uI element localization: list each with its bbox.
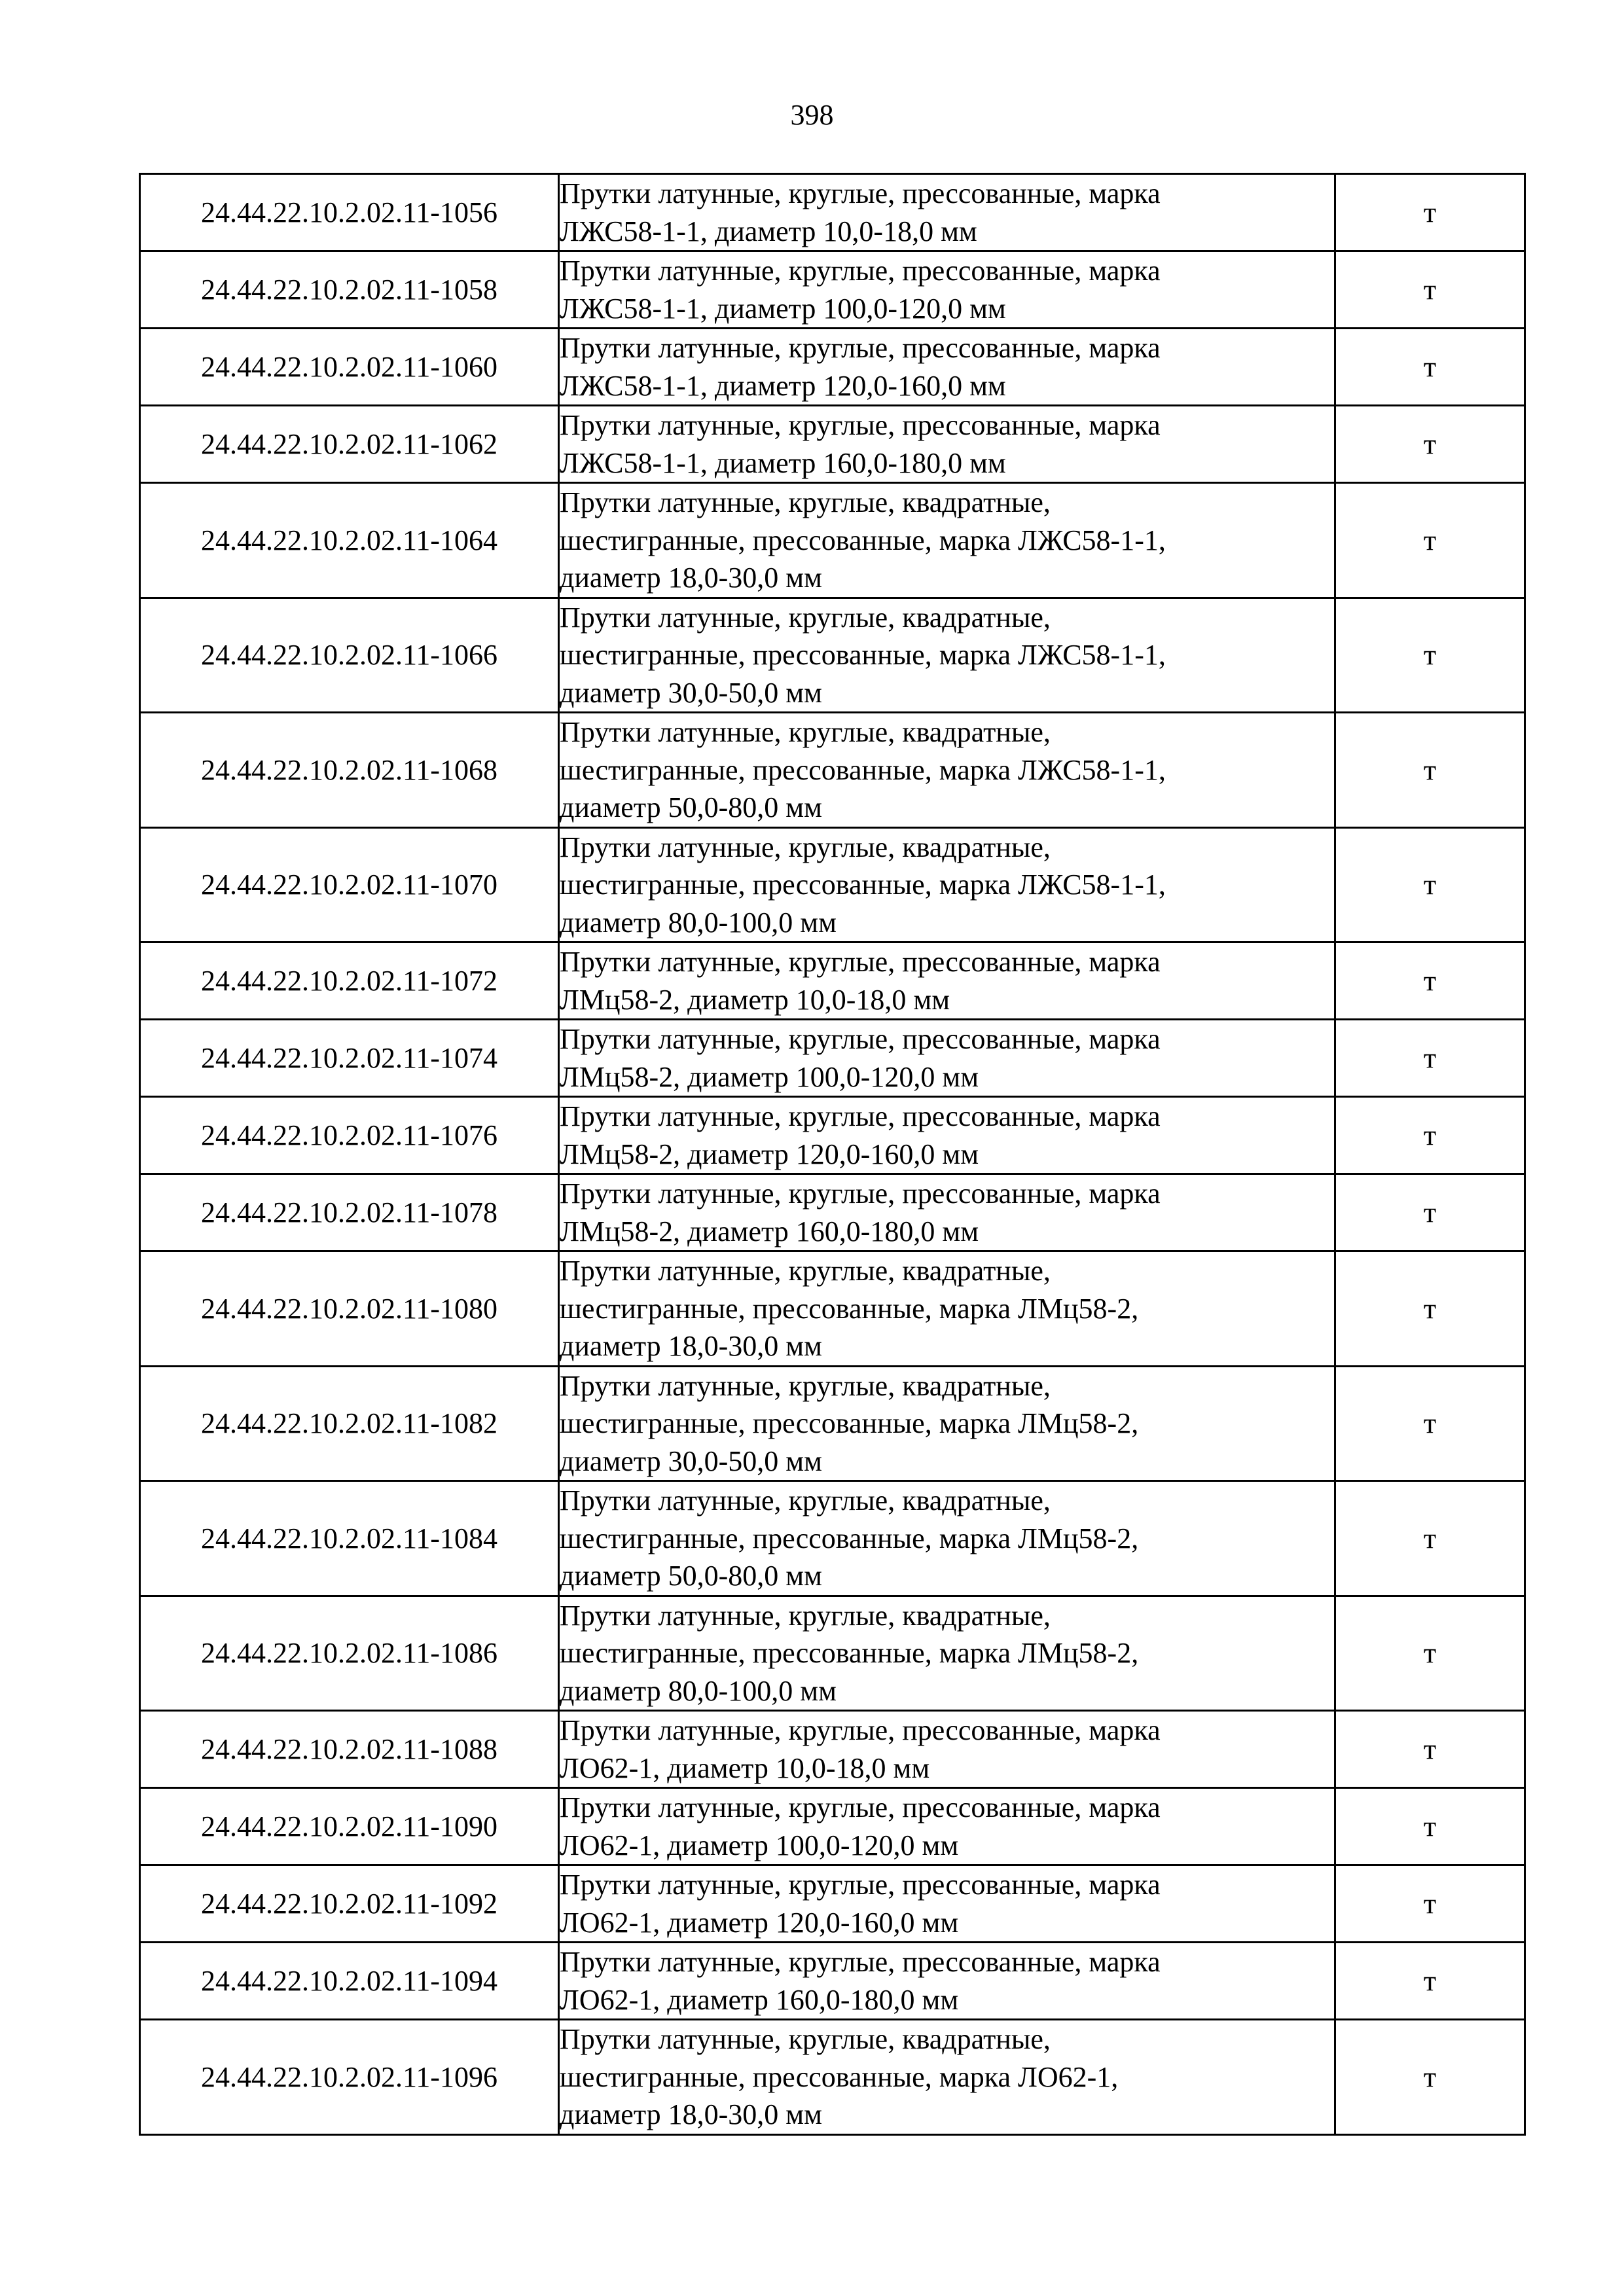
description-line: диаметр 80,0-100,0 мм: [560, 906, 837, 939]
description-cell: [559, 1020, 1335, 1097]
description-line: ЛМц58-2, диаметр 120,0-160,0 мм: [560, 1138, 979, 1170]
description-line: диаметр 50,0-80,0 мм: [560, 1560, 822, 1592]
description-line: Прутки латунные, круглые, прессованные, марка: [560, 409, 1161, 441]
table-row: [140, 1366, 1525, 1481]
unit-cell: т: [1335, 174, 1525, 251]
description-cell: [559, 329, 1335, 406]
description-line: Прутки латунные, круглые, квадратные,: [560, 2023, 1051, 2055]
unit-cell: т: [1335, 2020, 1525, 2135]
unit-cell: т: [1335, 713, 1525, 828]
description-line: диаметр 30,0-50,0 мм: [560, 676, 822, 709]
resource-code-cell: 24.44.22.10.2.02.11-1062: [140, 406, 559, 483]
description-cell: [559, 483, 1335, 598]
unit-cell: т: [1335, 1596, 1525, 1711]
description-cell: [559, 1174, 1335, 1251]
description-line: Прутки латунные, круглые, квадратные,: [560, 1484, 1051, 1516]
table-row: [140, 713, 1525, 828]
resource-code-cell: 24.44.22.10.2.02.11-1070: [140, 827, 559, 942]
description-line: ЛО62-1, диаметр 160,0-180,0 мм: [560, 1983, 959, 2016]
resource-code-cell: 24.44.22.10.2.02.11-1092: [140, 1865, 559, 1943]
description-line: шестигранные, прессованные, марка ЛМц58-2,: [560, 1407, 1139, 1439]
table-row: [140, 1481, 1525, 1596]
unit-cell: т: [1335, 1788, 1525, 1865]
table-row: [140, 1020, 1525, 1097]
description-line: шестигранные, прессованные, марка ЛЖС58-1-1,: [560, 639, 1166, 671]
description-line: ЛЖС58-1-1, диаметр 160,0-180,0 мм: [560, 446, 1006, 479]
description-line: диаметр 80,0-100,0 мм: [560, 1674, 837, 1707]
table-row: [140, 483, 1525, 598]
description-line: ЛО62-1, диаметр 100,0-120,0 мм: [560, 1829, 959, 1861]
unit-cell: т: [1335, 406, 1525, 483]
description-line: шестигранные, прессованные, марка ЛМц58-2,: [560, 1637, 1139, 1669]
resource-code-cell: 24.44.22.10.2.02.11-1084: [140, 1481, 559, 1596]
table-row: [140, 942, 1525, 1020]
description-line: Прутки латунные, круглые, прессованные, марка: [560, 1791, 1161, 1823]
table-body: [140, 174, 1525, 2135]
description-line: Прутки латунные, круглые, прессованные, марка: [560, 946, 1161, 978]
description-cell: [559, 1865, 1335, 1943]
description-line: Прутки латунные, круглые, квадратные,: [560, 831, 1051, 863]
unit-cell: т: [1335, 329, 1525, 406]
unit-cell: т: [1335, 1943, 1525, 2020]
description-line: Прутки латунные, круглые, прессованные, марка: [560, 1100, 1161, 1132]
unit-cell: т: [1335, 1020, 1525, 1097]
resource-code-cell: 24.44.22.10.2.02.11-1060: [140, 329, 559, 406]
resource-code-cell: 24.44.22.10.2.02.11-1078: [140, 1174, 559, 1251]
description-cell: [559, 251, 1335, 329]
table-row: [140, 1097, 1525, 1174]
resource-code-cell: 24.44.22.10.2.02.11-1072: [140, 942, 559, 1020]
unit-cell: т: [1335, 1481, 1525, 1596]
unit-cell: т: [1335, 1366, 1525, 1481]
table-row: [140, 1943, 1525, 2020]
resource-code-cell: 24.44.22.10.2.02.11-1088: [140, 1711, 559, 1788]
resource-code-cell: 24.44.22.10.2.02.11-1058: [140, 251, 559, 329]
unit-cell: т: [1335, 942, 1525, 1020]
description-line: ЛМц58-2, диаметр 160,0-180,0 мм: [560, 1215, 979, 1247]
description-line: диаметр 30,0-50,0 мм: [560, 1444, 822, 1477]
description-line: ЛЖС58-1-1, диаметр 120,0-160,0 мм: [560, 369, 1006, 402]
table-row: [140, 1865, 1525, 1943]
description-cell: [559, 1366, 1335, 1481]
description-cell: [559, 827, 1335, 942]
description-line: шестигранные, прессованные, марка ЛМц58-2,: [560, 1522, 1139, 1554]
description-cell: [559, 713, 1335, 828]
description-line: ЛЖС58-1-1, диаметр 100,0-120,0 мм: [560, 292, 1006, 325]
description-line: шестигранные, прессованные, марка ЛМц58-2,: [560, 1292, 1139, 1325]
resource-code-cell: 24.44.22.10.2.02.11-1066: [140, 598, 559, 713]
description-cell: [559, 1943, 1335, 2020]
table-row: [140, 1711, 1525, 1788]
resource-code-cell: 24.44.22.10.2.02.11-1056: [140, 174, 559, 251]
description-line: Прутки латунные, круглые, прессованные, марка: [560, 1946, 1161, 1978]
description-line: Прутки латунные, круглые, квадратные,: [560, 716, 1051, 748]
description-line: Прутки латунные, круглые, квадратные,: [560, 601, 1051, 634]
table-row: [140, 1596, 1525, 1711]
description-cell: [559, 942, 1335, 1020]
unit-cell: т: [1335, 1251, 1525, 1367]
description-line: Прутки латунные, круглые, квадратные,: [560, 1599, 1051, 1632]
table-row: [140, 406, 1525, 483]
description-cell: [559, 2020, 1335, 2135]
description-cell: [559, 598, 1335, 713]
unit-cell: т: [1335, 1097, 1525, 1174]
description-line: шестигранные, прессованные, марка ЛЖС58-1-1,: [560, 524, 1166, 556]
description-line: диаметр 50,0-80,0 мм: [560, 791, 822, 823]
description-line: ЛМц58-2, диаметр 100,0-120,0 мм: [560, 1060, 979, 1093]
table-row: [140, 2020, 1525, 2135]
description-line: Прутки латунные, круглые, прессованные, марка: [560, 332, 1161, 364]
description-line: диаметр 18,0-30,0 мм: [560, 1330, 822, 1362]
description-cell: [559, 1097, 1335, 1174]
resource-code-cell: 24.44.22.10.2.02.11-1074: [140, 1020, 559, 1097]
page-number: 398: [790, 99, 834, 131]
table-row: [140, 329, 1525, 406]
unit-cell: т: [1335, 598, 1525, 713]
table-row: [140, 1788, 1525, 1865]
resource-code-cell: 24.44.22.10.2.02.11-1080: [140, 1251, 559, 1367]
description-line: диаметр 18,0-30,0 мм: [560, 2098, 822, 2130]
unit-cell: т: [1335, 1711, 1525, 1788]
unit-cell: т: [1335, 1865, 1525, 1943]
unit-cell: т: [1335, 1174, 1525, 1251]
description-line: шестигранные, прессованные, марка ЛЖС58-1-1,: [560, 753, 1166, 786]
description-line: Прутки латунные, круглые, квадратные,: [560, 486, 1051, 518]
description-line: ЛМц58-2, диаметр 10,0-18,0 мм: [560, 983, 950, 1016]
unit-cell: т: [1335, 483, 1525, 598]
resource-code-cell: 24.44.22.10.2.02.11-1086: [140, 1596, 559, 1711]
table-row: [140, 598, 1525, 713]
description-line: ЛО62-1, диаметр 10,0-18,0 мм: [560, 1751, 930, 1784]
description-line: ЛЖС58-1-1, диаметр 10,0-18,0 мм: [560, 215, 977, 247]
table-row: [140, 827, 1525, 942]
description-line: Прутки латунные, круглые, прессованные, марка: [560, 1869, 1161, 1901]
unit-cell: т: [1335, 251, 1525, 329]
resource-code-cell: 24.44.22.10.2.02.11-1094: [140, 1943, 559, 2020]
materials-table: [139, 173, 1526, 2136]
description-cell: [559, 174, 1335, 251]
resource-code-cell: 24.44.22.10.2.02.11-1064: [140, 483, 559, 598]
table-row: [140, 1174, 1525, 1251]
table-row: [140, 251, 1525, 329]
table-row: [140, 174, 1525, 251]
table-row: [140, 1251, 1525, 1367]
description-line: диаметр 18,0-30,0 мм: [560, 562, 822, 594]
description-line: Прутки латунные, круглые, квадратные,: [560, 1369, 1051, 1402]
resource-code-cell: 24.44.22.10.2.02.11-1090: [140, 1788, 559, 1865]
description-line: Прутки латунные, круглые, квадратные,: [560, 1255, 1051, 1287]
resource-code-cell: 24.44.22.10.2.02.11-1076: [140, 1097, 559, 1174]
description-cell: [559, 406, 1335, 483]
description-line: Прутки латунные, круглые, прессованные, марка: [560, 1177, 1161, 1210]
resource-code-cell: 24.44.22.10.2.02.11-1096: [140, 2020, 559, 2135]
description-cell: [559, 1788, 1335, 1865]
description-cell: [559, 1481, 1335, 1596]
description-line: шестигранные, прессованные, марка ЛЖС58-1-1,: [560, 869, 1166, 901]
description-cell: [559, 1596, 1335, 1711]
description-line: Прутки латунные, круглые, прессованные, марка: [560, 255, 1161, 287]
description-line: Прутки латунные, круглые, прессованные, марка: [560, 1714, 1161, 1746]
resource-code-cell: 24.44.22.10.2.02.11-1068: [140, 713, 559, 828]
description-cell: [559, 1251, 1335, 1367]
description-line: шестигранные, прессованные, марка ЛО62-1,: [560, 2060, 1119, 2093]
unit-cell: т: [1335, 827, 1525, 942]
resource-code-cell: 24.44.22.10.2.02.11-1082: [140, 1366, 559, 1481]
description-cell: [559, 1711, 1335, 1788]
description-line: ЛО62-1, диаметр 120,0-160,0 мм: [560, 1906, 959, 1939]
description-line: Прутки латунные, круглые, прессованные, марка: [560, 177, 1161, 209]
description-line: Прутки латунные, круглые, прессованные, марка: [560, 1023, 1161, 1055]
